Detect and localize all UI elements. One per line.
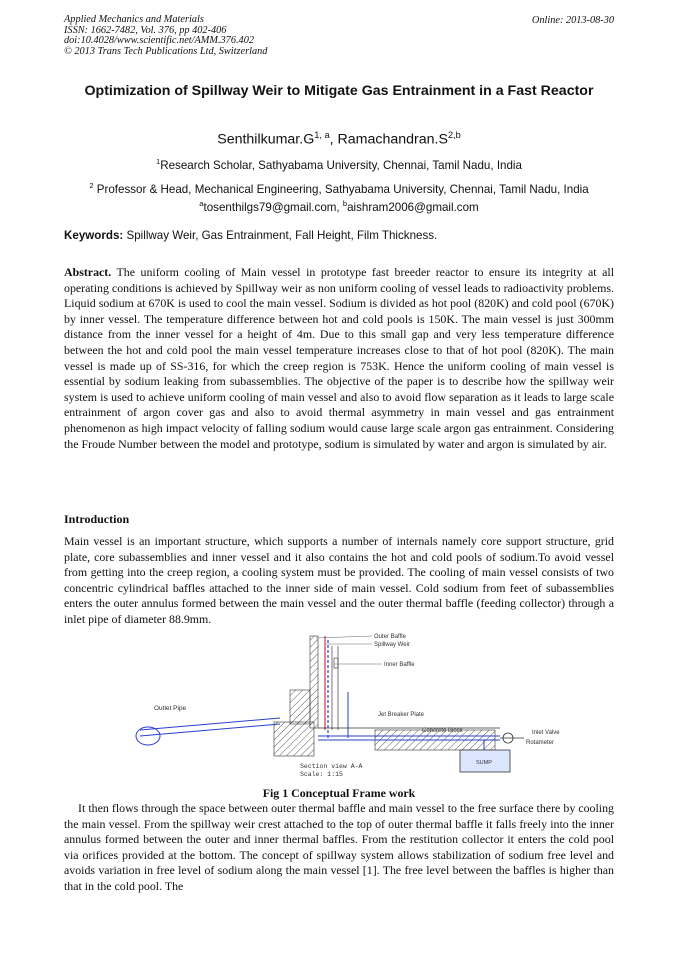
emails — [64, 197, 614, 215]
label-inlet-valve: Inlet Valve — [532, 730, 560, 736]
author-1-sup: 1, a — [314, 130, 330, 140]
label-jet-breaker: Jet Breaker Plate — [378, 712, 425, 718]
email-a-sup: a — [199, 198, 204, 208]
author-2-sup: 2,b — [447, 130, 461, 140]
label-section: Section view A-A — [300, 763, 363, 770]
introduction-paragraph-1: Main vessel is an important structure, which supports a number of internals namely core support structure, grid plate, core subassemblies and inner vessel and it also contains the hot and cold pools of sodium.To avoid vessel from getting into the creep region, a cooling system must be provided. The cooling of main vessel consists of two concentric cylindrical baffles attached to the inner side of main vessel. Cold sodium from feet of subassemblies enters the outer annulus formed between the main vessel and the outer thermal baffle (feeding collector) through a inlet pipe of diameter 88.9mm. — [64, 534, 614, 626]
leader-outer-baffle — [316, 636, 372, 638]
outlet-pipe-2 — [140, 724, 280, 736]
conceptual-figure — [120, 632, 640, 792]
introduction-paragraph-2: It then flows through the space between outer thermal baffle and main vessel to the free surface there by cooling the main vessel. From the spillway weir crest attached to the top of outer thermal baffle it falls freely into the inner annulus formed between the outer and inner thermal baffles. From the restitution collector it enters the cold pool via orifices provided at the bottom. The concept of spillway system allows stabilization of sodium free level and avoids variation in free level of sodium along the main vessel [1]. The free level between the baffles is higher than that in the cold pool. The — [64, 801, 614, 893]
online-date: Online: 2013-08-30 — [531, 15, 614, 26]
abstract — [64, 265, 614, 452]
authors — [64, 130, 614, 148]
doi: doi:10.4028/www.scientific.net/AMM.376.402 — [64, 35, 254, 47]
label-outlet-pipe: Outlet Pipe — [154, 705, 187, 712]
side-block — [290, 690, 310, 724]
introduction-heading: Introduction — [64, 512, 130, 526]
abstract-text: The uniform cooling of Main vessel in prototype fast breeder reactor to ensure its integrity at all operating conditions is achieved by Spillway weir as non uniform cooling of vessel leads to radioactivity problems. Liquid sodium at 670K is used to cool the main vessel. Sodium is divided as hot pool (820K) and cold pool (670K) by inner vessel. The temperature difference between hot and cold pools is 150K. The main vessel is just 300mm distance from the inner vessel for a height of 4m. Due to this small gap and very less temperature difference between the hot and cold pool the main vessel temperature increases close to that of hot pool (820K). The main vessel is made up of SS-316, for which the creep region is 753K. Hence the uniform cooling of main vessel is essential by sodium leaking from subassemblies. The objective of the paper is to describe how the spillway weir system is used to achieve uniform cooling of main vessel and also to avoid flow separation as it leads to large scale entrainment of argon cover gas and also to avoid thermal asymmetry in main vessel and gas entrainment phenomenon as high impact velocity of falling sodium would cause large scale argon gas entrainment. Considering the Froude Number between the model and prototype, sodium is simulated by water and argon is simulated by air. — [64, 265, 614, 451]
base-block-left — [274, 722, 314, 756]
label-rotameter: Rotameter — [526, 740, 555, 746]
journal-name: Applied Mechanics and Materials — [64, 14, 204, 25]
keywords — [64, 229, 614, 242]
aff2-sup: 2 — [89, 181, 94, 190]
outlet-pipe — [140, 718, 280, 730]
email-b-sup: b — [342, 198, 348, 208]
label-inner-baffle: Inner Baffle — [384, 662, 415, 668]
label-sump: SUMP — [476, 760, 492, 766]
author-sep: , — [329, 131, 338, 148]
label-scale: Scale: 1:15 — [300, 771, 343, 778]
email-b: aishram2006@gmail.com — [347, 200, 479, 214]
journal-header — [64, 15, 384, 57]
affiliation-1 — [64, 157, 614, 172]
author-2: Ramachandran.S — [337, 131, 448, 148]
keywords-label: Keywords: — [64, 229, 124, 242]
outer-baffle-wall — [310, 636, 318, 728]
weir-crest — [334, 658, 338, 668]
keywords-text: Spillway Weir, Gas Entrainment, Fall Height, Film Thickness. — [123, 229, 438, 242]
aff1-sup: 1 — [156, 157, 161, 166]
aff2-text: Professor & Head, Mechanical Engineering, Sathyabama University, Chennai, Tamil Nadu, India — [93, 182, 589, 196]
figure-caption: Fig 1 Conceptual Frame work — [262, 786, 416, 800]
label-spillway-weir: Spillway Weir — [374, 642, 410, 648]
copyright: © 2013 Trans Tech Publications Ltd, Switzerland — [64, 45, 268, 57]
issn: ISSN: 1662-7482, Vol. 376, pp 402-406 — [64, 24, 227, 36]
affiliation-2 — [64, 179, 614, 215]
label-concrete-block: Concrete Block — [422, 728, 463, 734]
aff1-text: Research Scholar, Sathyabama University, Chennai, Tamil Nadu, India — [160, 158, 522, 172]
abstract-label: Abstract. — [64, 265, 112, 279]
paper-title: Optimization of Spillway Weir to Mitigate Gas Entrainment in a Fast Reactor — [84, 83, 594, 99]
author-1: Senthilkumar.G — [217, 131, 315, 148]
email-a: tosenthilgs79@gmail.com, — [203, 200, 343, 214]
label-outer-baffle: Outer Baffle — [374, 634, 406, 640]
